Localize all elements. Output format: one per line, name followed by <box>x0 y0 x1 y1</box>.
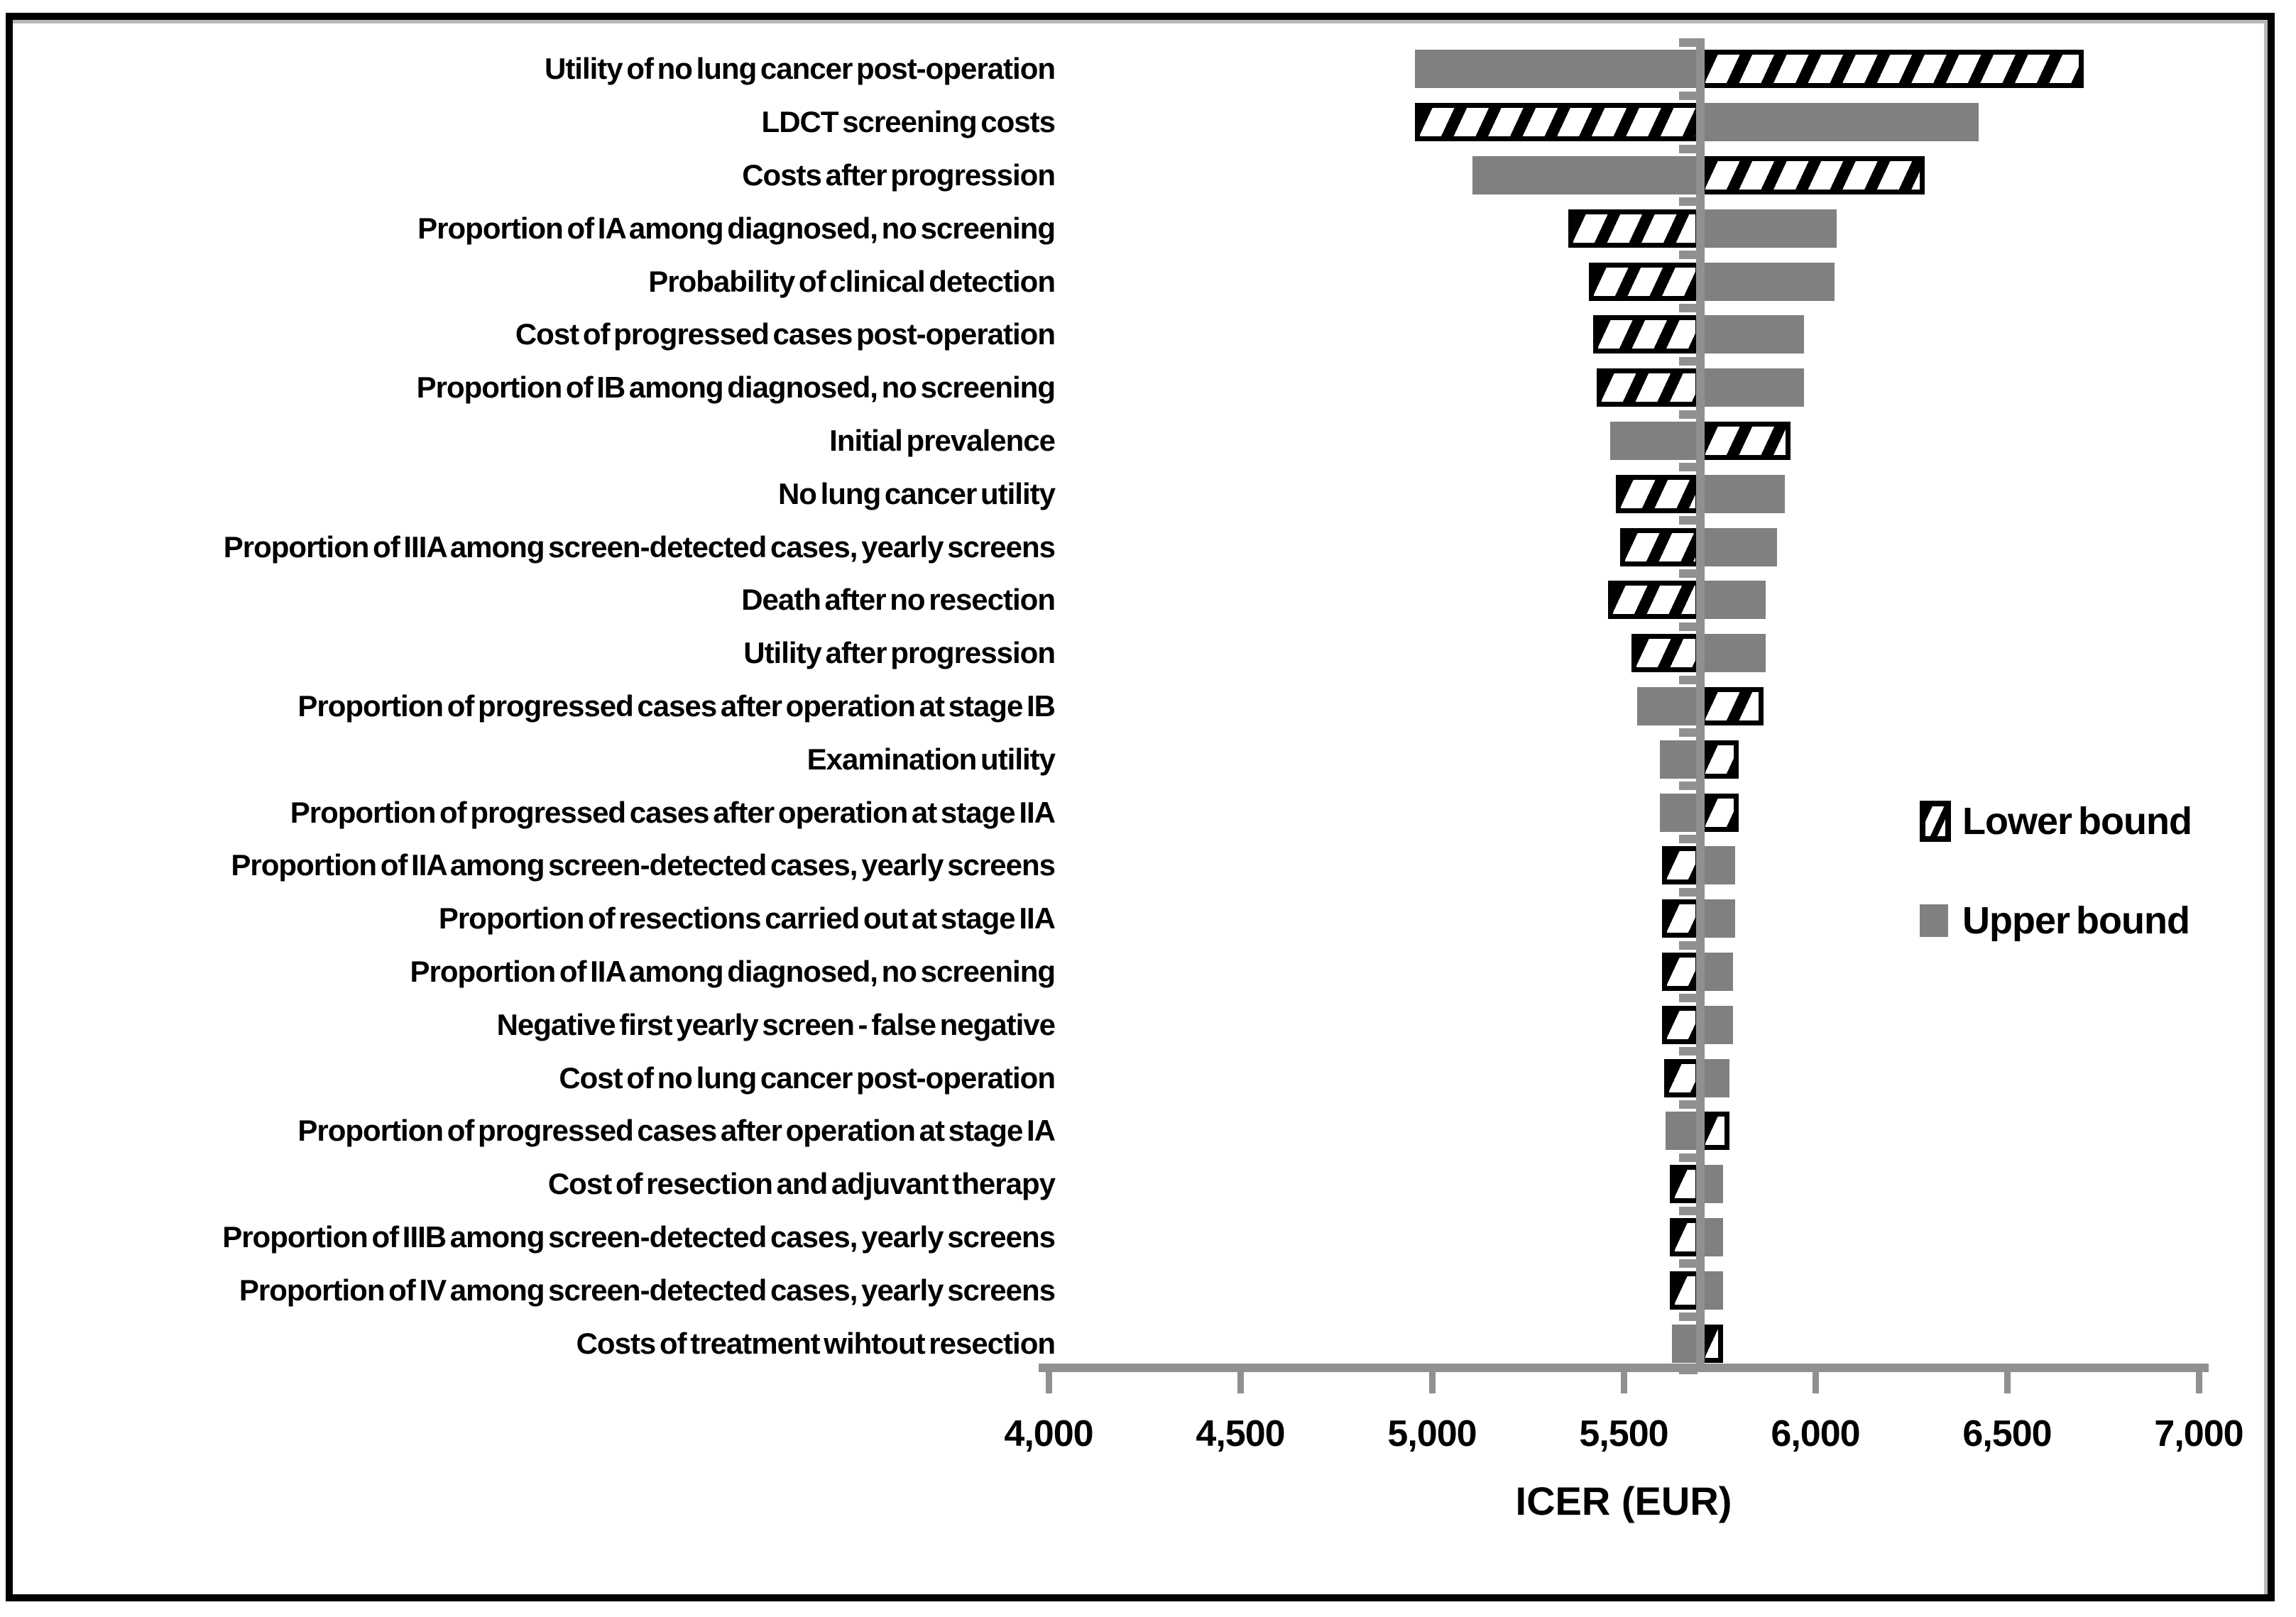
value-axis-tick <box>1429 1364 1436 1393</box>
lower-bound-bar <box>1700 740 1739 779</box>
category-label: Negative first yearly screen - false negative <box>496 1007 1055 1041</box>
lower-bound-bar <box>1700 50 2084 88</box>
upper-bound-bar <box>1700 581 1766 619</box>
category-label: Utility of no lung cancer post-operation <box>544 52 1055 86</box>
lower-bound-bar <box>1664 1059 1700 1097</box>
category-label: Proportion of IV among screen-detected cases, yearly screens <box>239 1273 1055 1307</box>
value-axis-tick <box>1237 1364 1244 1393</box>
category-axis-tick <box>1679 357 1698 366</box>
category-axis-tick <box>1679 410 1698 419</box>
lower-bound-bar <box>1662 846 1700 884</box>
category-label: Cost of progressed cases post-operation <box>515 317 1055 351</box>
category-axis-tick <box>1679 145 1698 153</box>
lower-bound-bar <box>1700 422 1791 460</box>
category-label: Proportion of progressed cases after operation at stage IB <box>297 689 1055 723</box>
category-label: Cost of resection and adjuvant therapy <box>547 1167 1055 1201</box>
x-tick-label: 4,500 <box>1196 1413 1285 1454</box>
category-axis-tick <box>1679 1047 1698 1056</box>
lower-bound-bar <box>1593 315 1700 353</box>
category-label: Proportion of IB among diagnosed, no screening <box>416 371 1055 405</box>
upper-bound-bar <box>1700 1059 1729 1097</box>
category-axis-tick <box>1679 463 1698 471</box>
upper-bound-bar <box>1700 315 1804 353</box>
upper-bound-bar <box>1700 634 1766 672</box>
category-label: Proportion of IIA among diagnosed, no screening <box>410 955 1055 988</box>
category-axis-tick <box>1679 994 1698 1002</box>
category-label: Costs after progression <box>742 158 1055 192</box>
lower-bound-bar <box>1597 368 1700 407</box>
lower-bound-bar <box>1631 634 1700 672</box>
lower-bound-bar <box>1620 528 1700 566</box>
lower-bound-bar <box>1568 209 1700 248</box>
category-label: Proportion of resections carried out at stage IIA <box>438 901 1055 936</box>
upper-bound-bar <box>1660 740 1700 779</box>
category-label: Costs of treatment wihtout resection <box>576 1326 1055 1360</box>
upper-bound-bar <box>1700 209 1837 248</box>
value-axis-tick <box>1046 1364 1052 1393</box>
x-tick-label: 6,000 <box>1771 1413 1860 1454</box>
category-axis-tick <box>1679 782 1698 790</box>
category-axis-tick <box>1679 676 1698 684</box>
lower-bound-bar <box>1700 156 1925 194</box>
lower-bound-bar <box>1616 475 1700 513</box>
legend-item-lower-bound <box>1920 799 2192 843</box>
value-axis-tick <box>1621 1364 1627 1393</box>
legend-label-lower: Lower bound <box>1962 800 2192 843</box>
upper-bound-bar <box>1415 50 1700 88</box>
category-label: Proportion of IIIB among screen-detected cases, yearly screens <box>222 1220 1055 1254</box>
category-label: Proportion of IIA among screen-detected cases, yearly screens <box>231 848 1055 882</box>
category-axis-tick <box>1679 941 1698 950</box>
category-axis-tick <box>1679 516 1698 525</box>
upper-bound-bar <box>1700 103 1979 141</box>
category-axis-tick <box>1679 888 1698 897</box>
upper-bound-swatch-icon <box>1920 904 1948 937</box>
lower-bound-bar <box>1608 581 1700 619</box>
lower-bound-bar <box>1662 899 1700 938</box>
category-axis-tick <box>1679 38 1698 47</box>
upper-bound-bar <box>1700 899 1735 938</box>
category-axis-tick <box>1679 569 1698 578</box>
category-label: Probability of clinical detection <box>648 264 1055 298</box>
category-label: Utility after progression <box>743 636 1055 670</box>
upper-bound-bar <box>1700 475 1785 513</box>
category-label: No lung cancer utility <box>777 476 1055 510</box>
x-tick-label: 7,000 <box>2154 1413 2243 1454</box>
category-axis-tick <box>1679 728 1698 737</box>
upper-bound-bar <box>1660 794 1700 832</box>
value-axis-tick <box>2004 1364 2011 1393</box>
category-axis-tick <box>1679 623 1698 631</box>
category-label: Examination utility <box>807 742 1055 776</box>
category-axis-tick <box>1679 92 1698 100</box>
value-axis-tick <box>2196 1364 2202 1393</box>
upper-bound-bar <box>1472 156 1700 194</box>
category-label: Death after no resection <box>741 583 1055 617</box>
category-label: Proportion of progressed cases after operation at stage IIA <box>290 795 1055 829</box>
category-axis <box>1696 38 1705 1365</box>
lower-bound-bar <box>1589 263 1700 301</box>
category-axis-tick <box>1679 1259 1698 1268</box>
upper-bound-bar <box>1700 953 1733 991</box>
upper-bound-bar <box>1700 368 1804 407</box>
lower-bound-bar <box>1662 953 1700 991</box>
lower-bound-bar <box>1700 1112 1729 1150</box>
x-tick-label: 5,000 <box>1387 1413 1477 1454</box>
category-label: Proportion of IIIA among screen-detected cases, yearly screens <box>223 530 1055 564</box>
legend-item-upper-bound <box>1920 899 2190 943</box>
category-axis-tick <box>1679 197 1698 206</box>
upper-bound-bar <box>1610 422 1700 460</box>
category-axis-tick <box>1679 1207 1698 1215</box>
category-label: Proportion of IA among diagnosed, no screening <box>417 211 1055 245</box>
x-tick-label: 4,000 <box>1004 1413 1093 1454</box>
lower-bound-bar <box>1700 794 1739 832</box>
category-axis-tick <box>1679 835 1698 843</box>
lower-bound-bar <box>1662 1006 1700 1044</box>
category-label: Cost of no lung cancer post-operation <box>559 1060 1055 1095</box>
category-axis-tick <box>1679 304 1698 312</box>
upper-bound-bar <box>1700 1006 1733 1044</box>
lower-bound-swatch-icon <box>1920 801 1951 842</box>
upper-bound-bar <box>1700 846 1735 884</box>
upper-bound-bar <box>1637 687 1700 725</box>
category-axis-tick <box>1679 1312 1698 1321</box>
upper-bound-bar <box>1666 1112 1700 1150</box>
upper-bound-bar <box>1700 263 1835 301</box>
x-tick-label: 6,500 <box>1962 1413 2052 1454</box>
upper-bound-bar <box>1700 528 1777 566</box>
lower-bound-bar <box>1415 103 1700 141</box>
lower-bound-bar <box>1700 687 1764 725</box>
x-axis-title: ICER (EUR) <box>1515 1479 1732 1523</box>
category-axis-tick <box>1679 1153 1698 1162</box>
category-axis-tick <box>1679 1100 1698 1109</box>
value-axis-tick <box>1813 1364 1819 1393</box>
category-label: LDCT screening costs <box>761 105 1055 139</box>
category-axis-tick <box>1679 251 1698 259</box>
x-tick-label: 5,500 <box>1579 1413 1668 1454</box>
category-label: Initial prevalence <box>829 424 1055 457</box>
legend-label-upper: Upper bound <box>1962 899 2190 942</box>
category-label: Proportion of progressed cases after operation at stage IA <box>297 1114 1055 1148</box>
